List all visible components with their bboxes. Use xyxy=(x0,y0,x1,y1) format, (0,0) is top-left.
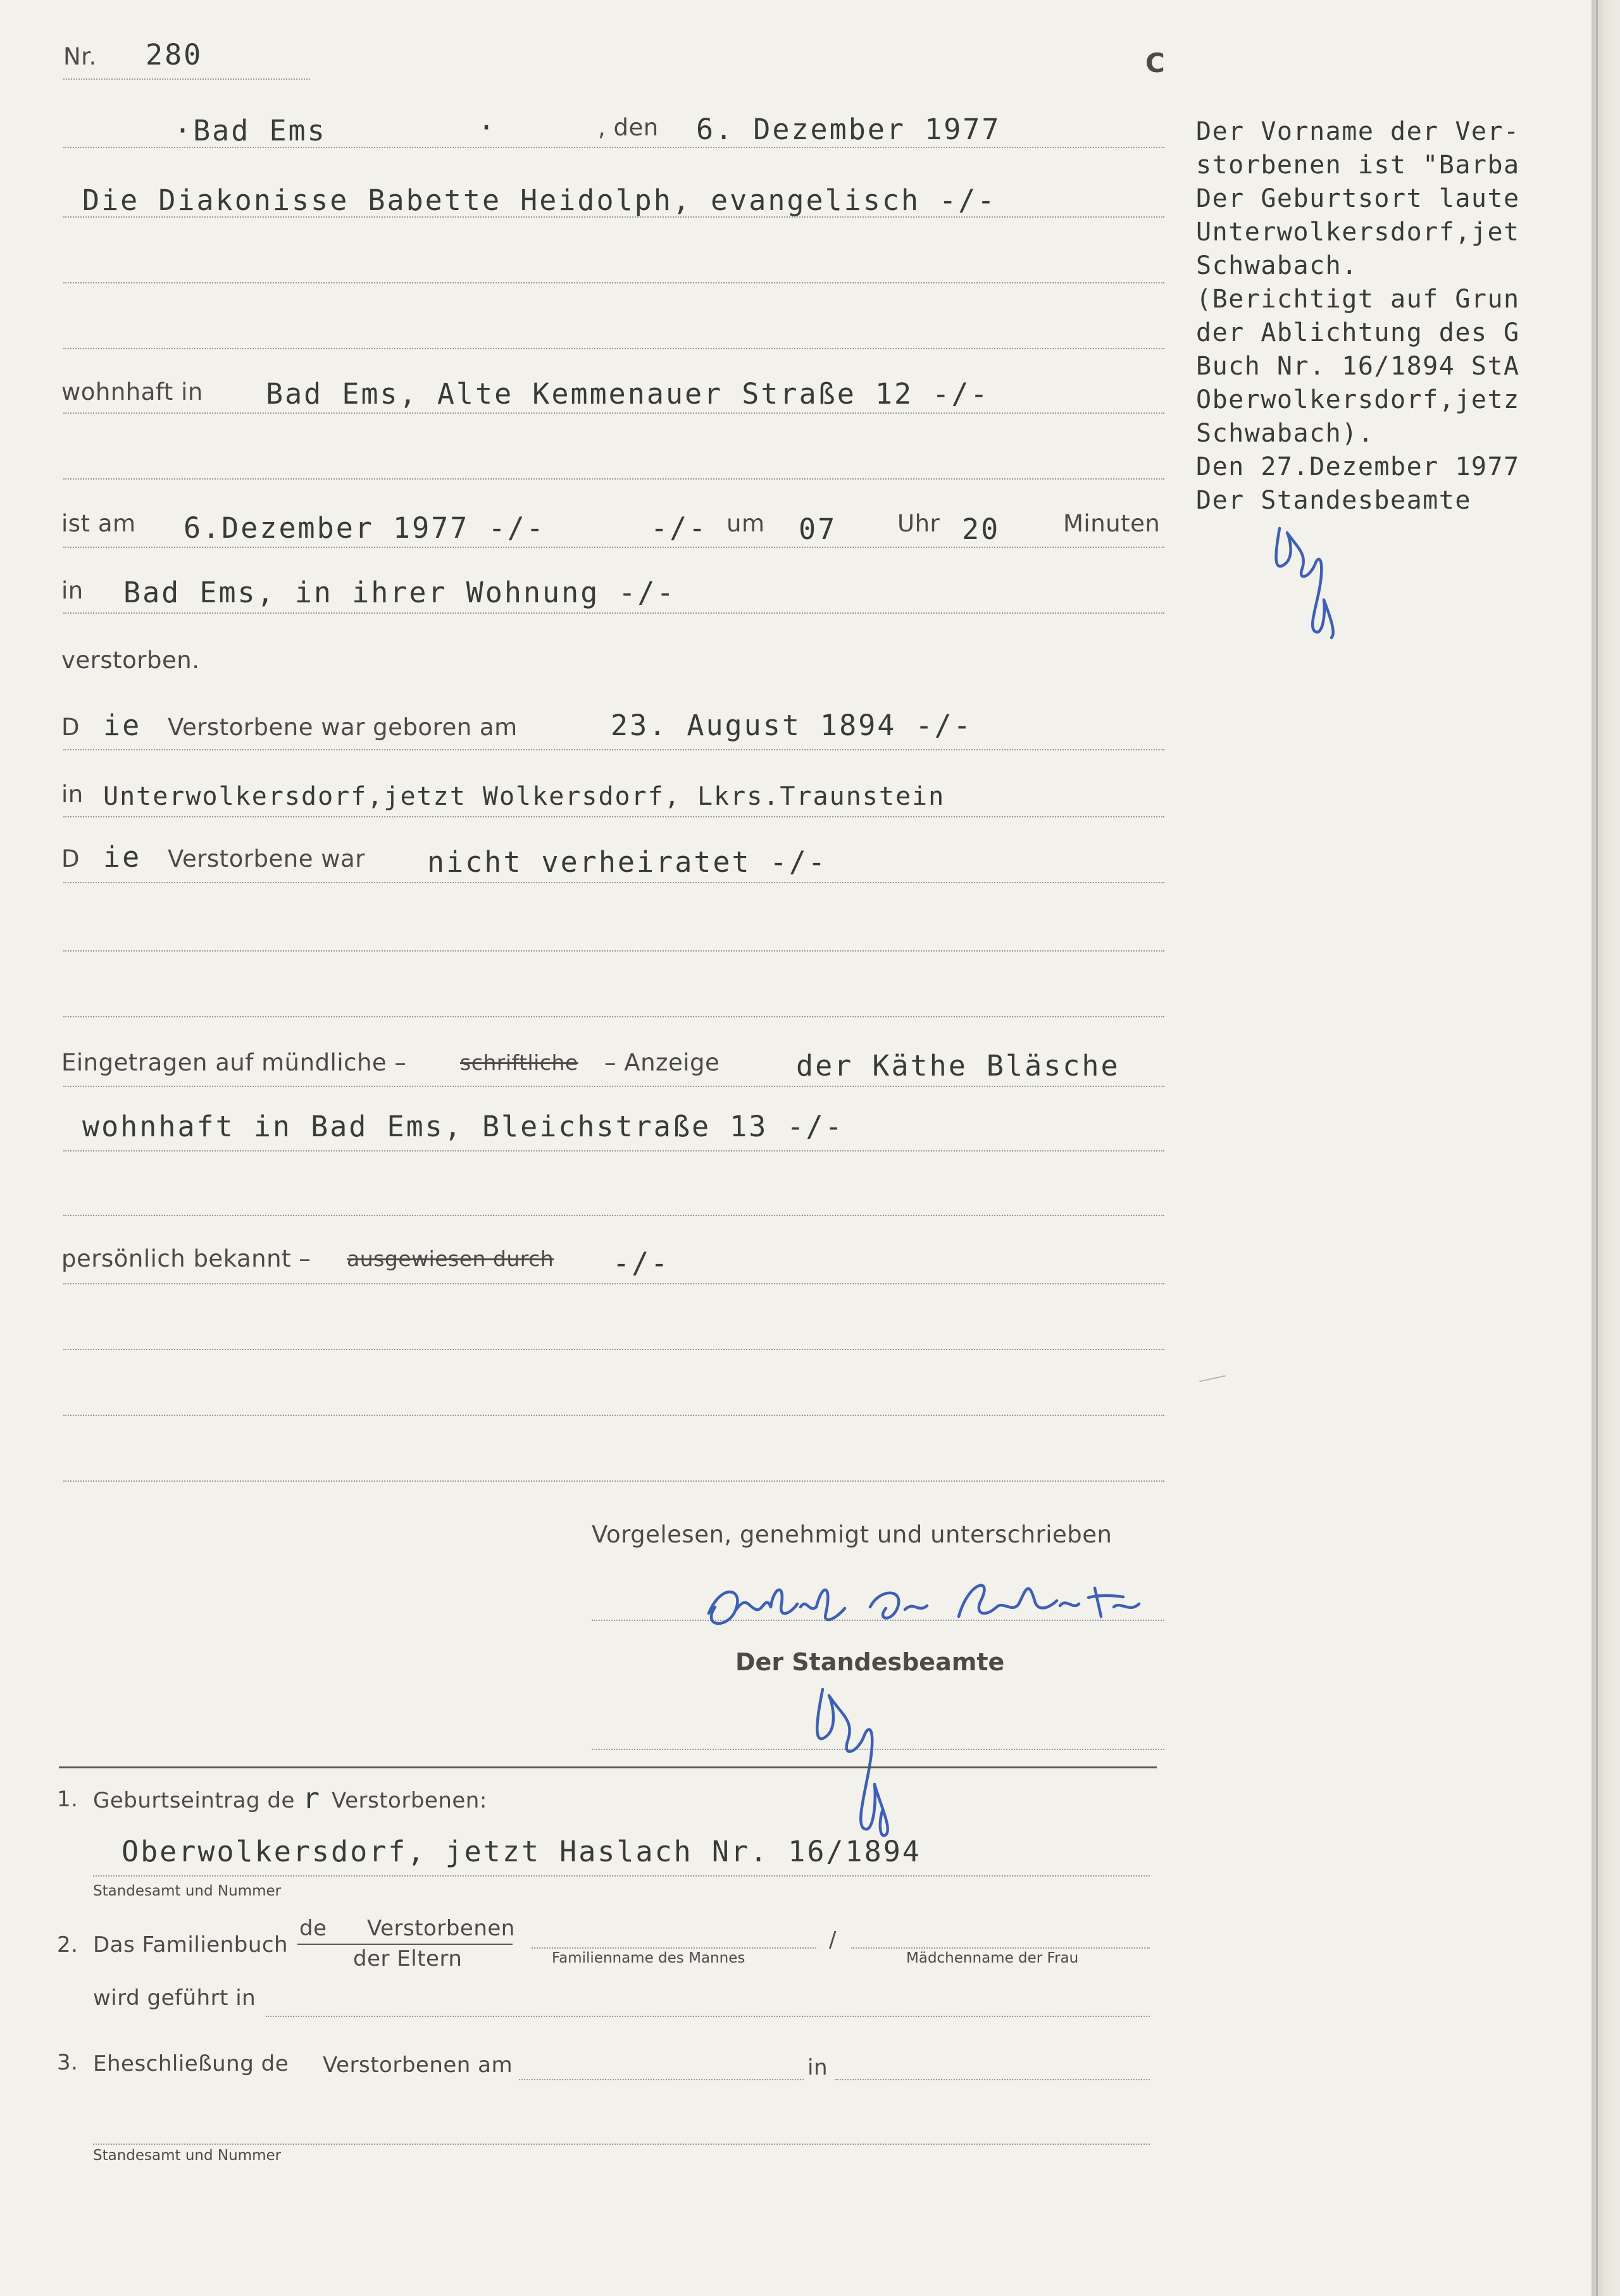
item3-label-a: Eheschließung de xyxy=(93,2051,289,2076)
margin-line: storbenen ist "Barba xyxy=(1196,151,1520,180)
rule-blank-8 xyxy=(63,1415,1164,1416)
item3-in-label: in xyxy=(807,2055,828,2080)
wohnhaft-value: Bad Ems, Alte Kemmenauer Straße 12 -/- xyxy=(266,377,990,411)
bekannt-value: -/- xyxy=(613,1246,670,1280)
rule-item3-date xyxy=(519,2079,804,2080)
uhr-label: Uhr xyxy=(897,510,940,537)
rule-blank-5 xyxy=(63,1016,1164,1017)
marital-status: nicht verheiratet -/- xyxy=(427,845,827,879)
margin-correction-note xyxy=(1196,115,1592,518)
um-label: um xyxy=(726,510,765,537)
rule-item2-col2 xyxy=(851,1947,1150,1949)
item3-label-b: Verstorbenen am xyxy=(323,2052,513,2078)
margin-signature xyxy=(1266,519,1354,645)
ort-label: in xyxy=(61,577,84,604)
rule-informant-address xyxy=(63,1150,1164,1151)
status-typed: ie xyxy=(103,840,142,874)
ist-am-label: ist am xyxy=(61,510,136,537)
rule-item2-col1 xyxy=(532,1947,816,1949)
corner-letter: C xyxy=(1145,47,1165,78)
item1-typed: r xyxy=(302,1782,322,1815)
place-dot: · xyxy=(478,111,497,144)
geboren-prefix: D xyxy=(61,714,80,741)
geburtsort-label: in xyxy=(61,781,84,808)
rule-item1 xyxy=(93,1875,1150,1877)
margin-line: der Ablichtung des G xyxy=(1196,318,1520,347)
verstorben-label: verstorben. xyxy=(61,647,200,674)
official-signature xyxy=(804,1677,918,1841)
den-label: , den xyxy=(598,114,659,141)
death-hour: 07 xyxy=(799,512,837,546)
margin-line: (Berichtigt auf Grun xyxy=(1196,285,1520,314)
rule-item2-line2 xyxy=(266,2016,1150,2017)
item2-frac-top-b: Verstorbenen xyxy=(367,1916,515,1941)
item2-fraction-bar xyxy=(297,1944,513,1945)
birth-place: Unterwolkersdorf,jetzt Wolkersdorf, Lkrs.Traunstein xyxy=(103,782,945,811)
rule-blank-2 xyxy=(63,348,1164,349)
rule-birth xyxy=(63,749,1164,750)
rule-status xyxy=(63,882,1164,883)
rule-place xyxy=(63,612,1164,614)
page-edge-line xyxy=(1596,0,1598,2296)
document-date: 6. Dezember 1977 xyxy=(696,113,1001,146)
rule-blank-3 xyxy=(63,478,1164,480)
margin-line: Der Vorname der Ver- xyxy=(1196,117,1520,146)
birth-date: 23. August 1894 -/- xyxy=(611,709,973,742)
standesbeamte-label: Der Standesbeamte xyxy=(735,1648,1005,1676)
rule-anzeige xyxy=(63,1086,1164,1087)
rule-blank-6 xyxy=(63,1215,1164,1216)
margin-line: Schwabach. xyxy=(1196,251,1358,280)
nr-value: 280 xyxy=(146,38,203,71)
rule-time xyxy=(63,547,1164,548)
rule-blank-9 xyxy=(63,1480,1164,1482)
margin-line: Oberwolkersdorf,jetz xyxy=(1196,385,1520,414)
geboren-typed: ie xyxy=(103,709,142,742)
anzeige-label-a: Eingetragen auf mündliche – xyxy=(61,1049,407,1076)
anzeige-label-struck: schriftliche xyxy=(460,1050,578,1075)
status-prefix: D xyxy=(61,845,80,872)
margin-line: Den 27.Dezember 1977 xyxy=(1196,452,1520,481)
item2-col2-caption: Mädchenname der Frau xyxy=(906,1950,1079,1966)
rule-date xyxy=(63,147,1164,148)
death-date: 6.Dezember 1977 -/- xyxy=(184,511,545,545)
informant-address: wohnhaft in Bad Ems, Bleichstraße 13 -/- xyxy=(82,1110,844,1143)
wohnhaft-label: wohnhaft in xyxy=(61,378,203,406)
item2-number: 2. xyxy=(57,1932,78,1958)
anzeige-label-b: – Anzeige xyxy=(604,1049,720,1076)
place-value: ·Bad Ems xyxy=(174,114,327,147)
dash-mark: -/- xyxy=(651,511,708,545)
rule-item3-place xyxy=(835,2079,1150,2080)
item2-line2-label: wird geführt in xyxy=(93,1985,256,2011)
item2-col1-caption: Familienname des Mannes xyxy=(552,1950,745,1966)
item2-label: Das Familienbuch xyxy=(93,1932,289,1958)
bekannt-struck: ausgewiesen durch xyxy=(347,1246,554,1271)
margin-line: Buch Nr. 16/1894 StA xyxy=(1196,352,1520,381)
rule-wohnhaft xyxy=(63,413,1164,414)
margin-line: Der Geburtsort laute xyxy=(1196,184,1520,213)
geboren-label: Verstorbene war geboren am xyxy=(168,714,518,741)
death-place: Bad Ems, in ihrer Wohnung -/- xyxy=(123,576,676,609)
vorgelesen-text: Vorgelesen, genehmigt und unterschrieben xyxy=(592,1521,1112,1548)
item1-number: 1. xyxy=(57,1787,78,1812)
margin-line: Unterwolkersdorf,jet xyxy=(1196,218,1520,247)
rule-blank-4 xyxy=(63,950,1164,952)
status-label: Verstorbene war xyxy=(168,845,365,872)
birth-register-entry: Oberwolkersdorf, jetzt Haslach Nr. 16/1894 xyxy=(122,1835,921,1868)
nr-rule xyxy=(63,78,310,80)
rule-bekannt xyxy=(63,1283,1164,1284)
death-minutes: 20 xyxy=(962,512,1000,546)
rule-name xyxy=(63,216,1164,218)
deceased-name-line: Die Diakonisse Babette Heidolph, evangelisch -/- xyxy=(82,183,997,217)
item1-label-a: Geburtseintrag de xyxy=(93,1788,295,1813)
margin-line: Schwabach). xyxy=(1196,419,1374,448)
item1-caption: Standesamt und Nummer xyxy=(93,1883,282,1899)
bekannt-label: persönlich bekannt – xyxy=(61,1245,311,1272)
informant-signature xyxy=(696,1569,1152,1645)
rule-blank-1 xyxy=(63,282,1164,283)
minuten-label: Minuten xyxy=(1063,510,1161,537)
item3-caption: Standesamt und Nummer xyxy=(93,2147,282,2164)
rule-blank-7 xyxy=(63,1349,1164,1350)
section-separator xyxy=(59,1766,1157,1768)
item2-frac-bottom: der Eltern xyxy=(353,1946,463,1971)
nr-label: Nr. xyxy=(63,43,97,70)
rule-birthplace xyxy=(63,816,1164,817)
item3-number: 3. xyxy=(57,2050,78,2075)
informant-name: der Käthe Bläsche xyxy=(796,1049,1120,1083)
item2-frac-top-a: de xyxy=(299,1916,327,1941)
item1-label-b: Verstorbenen: xyxy=(332,1788,487,1813)
margin-line: Der Standesbeamte xyxy=(1196,486,1471,515)
item2-slash: / xyxy=(829,1927,837,1952)
rule-item3 xyxy=(93,2144,1150,2145)
